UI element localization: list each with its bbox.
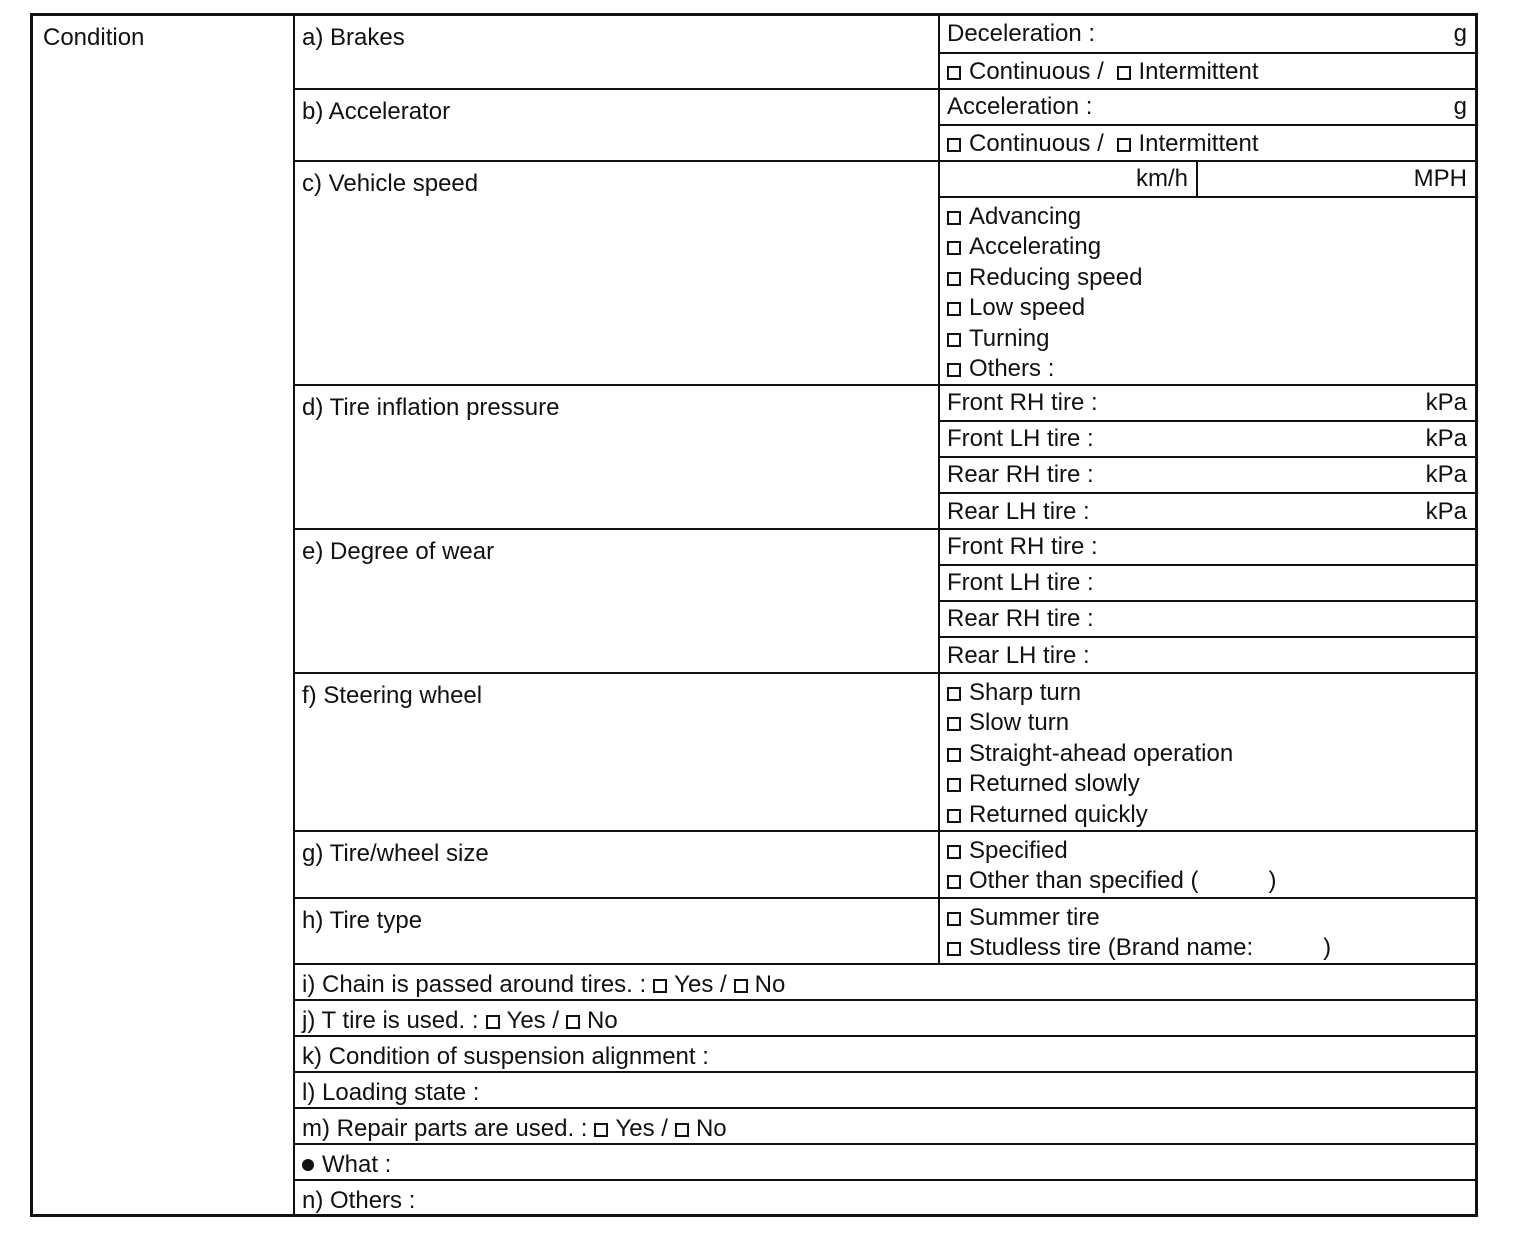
row-tire-type xyxy=(295,899,1475,965)
condition-column xyxy=(33,16,295,1214)
wear-rear-rh-field[interactable]: Rear RH tire : xyxy=(940,602,1475,638)
speed-mph-unit: MPH xyxy=(1413,165,1467,192)
t-tire-label: j) T tire is used. : xyxy=(302,1007,479,1034)
steering-option-checkbox[interactable] xyxy=(947,687,961,701)
acceleration-label: Acceleration : xyxy=(947,93,1093,120)
steering-option: Slow turn xyxy=(947,708,1233,738)
condition-label: Condition xyxy=(43,24,145,51)
tire-type-label: h) Tire type xyxy=(302,907,423,934)
condition-form xyxy=(30,13,1478,1217)
brakes-mode-options xyxy=(940,54,1475,90)
tire-size-other-checkbox[interactable] xyxy=(947,875,961,889)
tire-type-studless-checkbox[interactable] xyxy=(947,942,961,956)
steering-fields xyxy=(938,674,1475,830)
t-tire-no-checkbox[interactable] xyxy=(566,1015,580,1029)
accelerator-intermittent-checkbox[interactable] xyxy=(1117,138,1131,152)
chain-no-label: No xyxy=(754,971,786,998)
repair-yes-label: Yes / xyxy=(615,1115,668,1142)
row-t-tire xyxy=(295,1001,1475,1037)
t-tire-no-label: No xyxy=(587,1007,618,1034)
wear-rear-lh-field[interactable]: Rear LH tire : xyxy=(947,642,1090,669)
row-tire-wheel-size xyxy=(295,832,1475,899)
acceleration-unit: g xyxy=(1453,93,1467,120)
brakes-continuous-checkbox[interactable] xyxy=(947,66,961,80)
tire-type-summer-checkbox[interactable] xyxy=(947,912,961,926)
deceleration-unit: g xyxy=(1453,20,1467,47)
speed-kmh-field[interactable] xyxy=(940,162,1196,196)
wear-front-lh-field[interactable]: Front LH tire : xyxy=(940,566,1475,602)
row-brakes xyxy=(295,16,1475,90)
accelerator-label: b) Accelerator xyxy=(302,98,451,125)
chain-yes-label: Yes / xyxy=(674,971,727,998)
row-others[interactable] xyxy=(295,1181,1475,1214)
speed-option: Others : xyxy=(947,354,1142,384)
tire-pressure-label: d) Tire inflation pressure xyxy=(302,394,560,421)
speed-option: Reducing speed xyxy=(947,263,1142,293)
tire-size-label: g) Tire/wheel size xyxy=(302,840,489,867)
row-chain xyxy=(295,965,1475,1001)
steering-label: f) Steering wheel xyxy=(302,682,483,709)
wear-front-rh-field[interactable]: Front RH tire : xyxy=(940,530,1475,566)
accelerator-mode-options xyxy=(940,126,1475,162)
speed-option-checkbox[interactable] xyxy=(947,272,961,286)
row-degree-of-wear xyxy=(295,530,1475,674)
brakes-label: a) Brakes xyxy=(302,24,405,51)
speed-units-row xyxy=(940,162,1475,198)
repair-yes-checkbox[interactable] xyxy=(594,1123,608,1137)
accelerator-intermittent-label: Intermittent xyxy=(1138,130,1259,157)
brakes-fields xyxy=(938,16,1475,88)
tire-size-other-option: Other than specified ( ) xyxy=(947,866,1276,896)
deceleration-field[interactable] xyxy=(940,16,1475,54)
tire-pressure-fields xyxy=(938,386,1475,528)
acceleration-field[interactable] xyxy=(940,90,1475,126)
pressure-front-lh-field[interactable]: Front LH tire : kPa xyxy=(940,422,1475,458)
chain-yes-checkbox[interactable] xyxy=(653,979,667,993)
pressure-rear-rh-field[interactable]: Rear RH tire : kPa xyxy=(940,458,1475,494)
tire-type-studless-option: Studless tire (Brand name: ) xyxy=(947,933,1331,963)
tire-size-specified-option: Specified xyxy=(947,836,1276,866)
speed-option-checkbox[interactable] xyxy=(947,241,961,255)
tire-type-fields xyxy=(938,899,1475,963)
brakes-intermittent-checkbox[interactable] xyxy=(1117,66,1131,80)
row-what[interactable] xyxy=(295,1145,1475,1181)
repair-label: m) Repair parts are used. : xyxy=(302,1115,588,1142)
others-label: n) Others : xyxy=(302,1187,416,1214)
speed-mph-field[interactable] xyxy=(1198,162,1475,196)
t-tire-yes-checkbox[interactable] xyxy=(486,1015,500,1029)
steering-option-checkbox[interactable] xyxy=(947,717,961,731)
speed-option: Turning xyxy=(947,324,1142,354)
row-accelerator xyxy=(295,90,1475,162)
speed-option-checkbox[interactable] xyxy=(947,211,961,225)
steering-option: Returned slowly xyxy=(947,769,1233,799)
steering-option: Returned quickly xyxy=(947,800,1233,830)
vehicle-speed-fields xyxy=(938,162,1475,384)
vehicle-speed-label: c) Vehicle speed xyxy=(302,170,479,197)
tire-size-fields xyxy=(938,832,1475,897)
vehicle-speed-options xyxy=(940,198,1475,384)
row-suspension-alignment[interactable] xyxy=(295,1037,1475,1073)
tire-type-summer-option: Summer tire xyxy=(947,903,1331,933)
accelerator-fields xyxy=(938,90,1475,160)
t-tire-yes-label: Yes / xyxy=(506,1007,560,1034)
row-vehicle-speed xyxy=(295,162,1475,386)
brakes-intermittent-label: Intermittent xyxy=(1138,58,1259,85)
repair-no-checkbox[interactable] xyxy=(675,1123,689,1137)
steering-option-checkbox[interactable] xyxy=(947,809,961,823)
accelerator-continuous-checkbox[interactable] xyxy=(947,138,961,152)
row-loading-state[interactable] xyxy=(295,1073,1475,1109)
speed-option-checkbox[interactable] xyxy=(947,302,961,316)
suspension-label: k) Condition of suspension alignment : xyxy=(302,1043,709,1070)
what-label: What : xyxy=(322,1151,392,1178)
bullet-icon xyxy=(302,1159,314,1171)
tire-size-specified-checkbox[interactable] xyxy=(947,845,961,859)
speed-option: Low speed xyxy=(947,293,1142,323)
steering-option: Straight-ahead operation xyxy=(947,739,1233,769)
pressure-rear-lh-field[interactable]: Rear LH tire : kPa xyxy=(947,498,1467,525)
chain-label: i) Chain is passed around tires. : xyxy=(302,971,647,998)
wear-fields xyxy=(938,530,1475,672)
deceleration-label: Deceleration : xyxy=(947,20,1096,47)
speed-kmh-unit: km/h xyxy=(1135,165,1188,192)
brakes-continuous-label: Continuous / xyxy=(969,58,1104,85)
chain-no-checkbox[interactable] xyxy=(734,979,748,993)
steering-option-checkbox[interactable] xyxy=(947,778,961,792)
repair-no-label: No xyxy=(695,1115,727,1142)
pressure-front-rh-field[interactable]: Front RH tire : kPa xyxy=(940,386,1475,422)
steering-option: Sharp turn xyxy=(947,678,1233,708)
accelerator-continuous-label: Continuous / xyxy=(969,130,1104,157)
row-tire-pressure xyxy=(295,386,1475,530)
speed-option: Advancing xyxy=(947,202,1142,232)
row-repair-parts xyxy=(295,1109,1475,1145)
wear-label: e) Degree of wear xyxy=(302,538,495,565)
speed-option-checkbox[interactable] xyxy=(947,363,961,377)
speed-option-checkbox[interactable] xyxy=(947,333,961,347)
loading-label: l) Loading state : xyxy=(302,1079,480,1106)
speed-option: Accelerating xyxy=(947,232,1142,262)
steering-option-checkbox[interactable] xyxy=(947,748,961,762)
row-steering-wheel xyxy=(295,674,1475,832)
